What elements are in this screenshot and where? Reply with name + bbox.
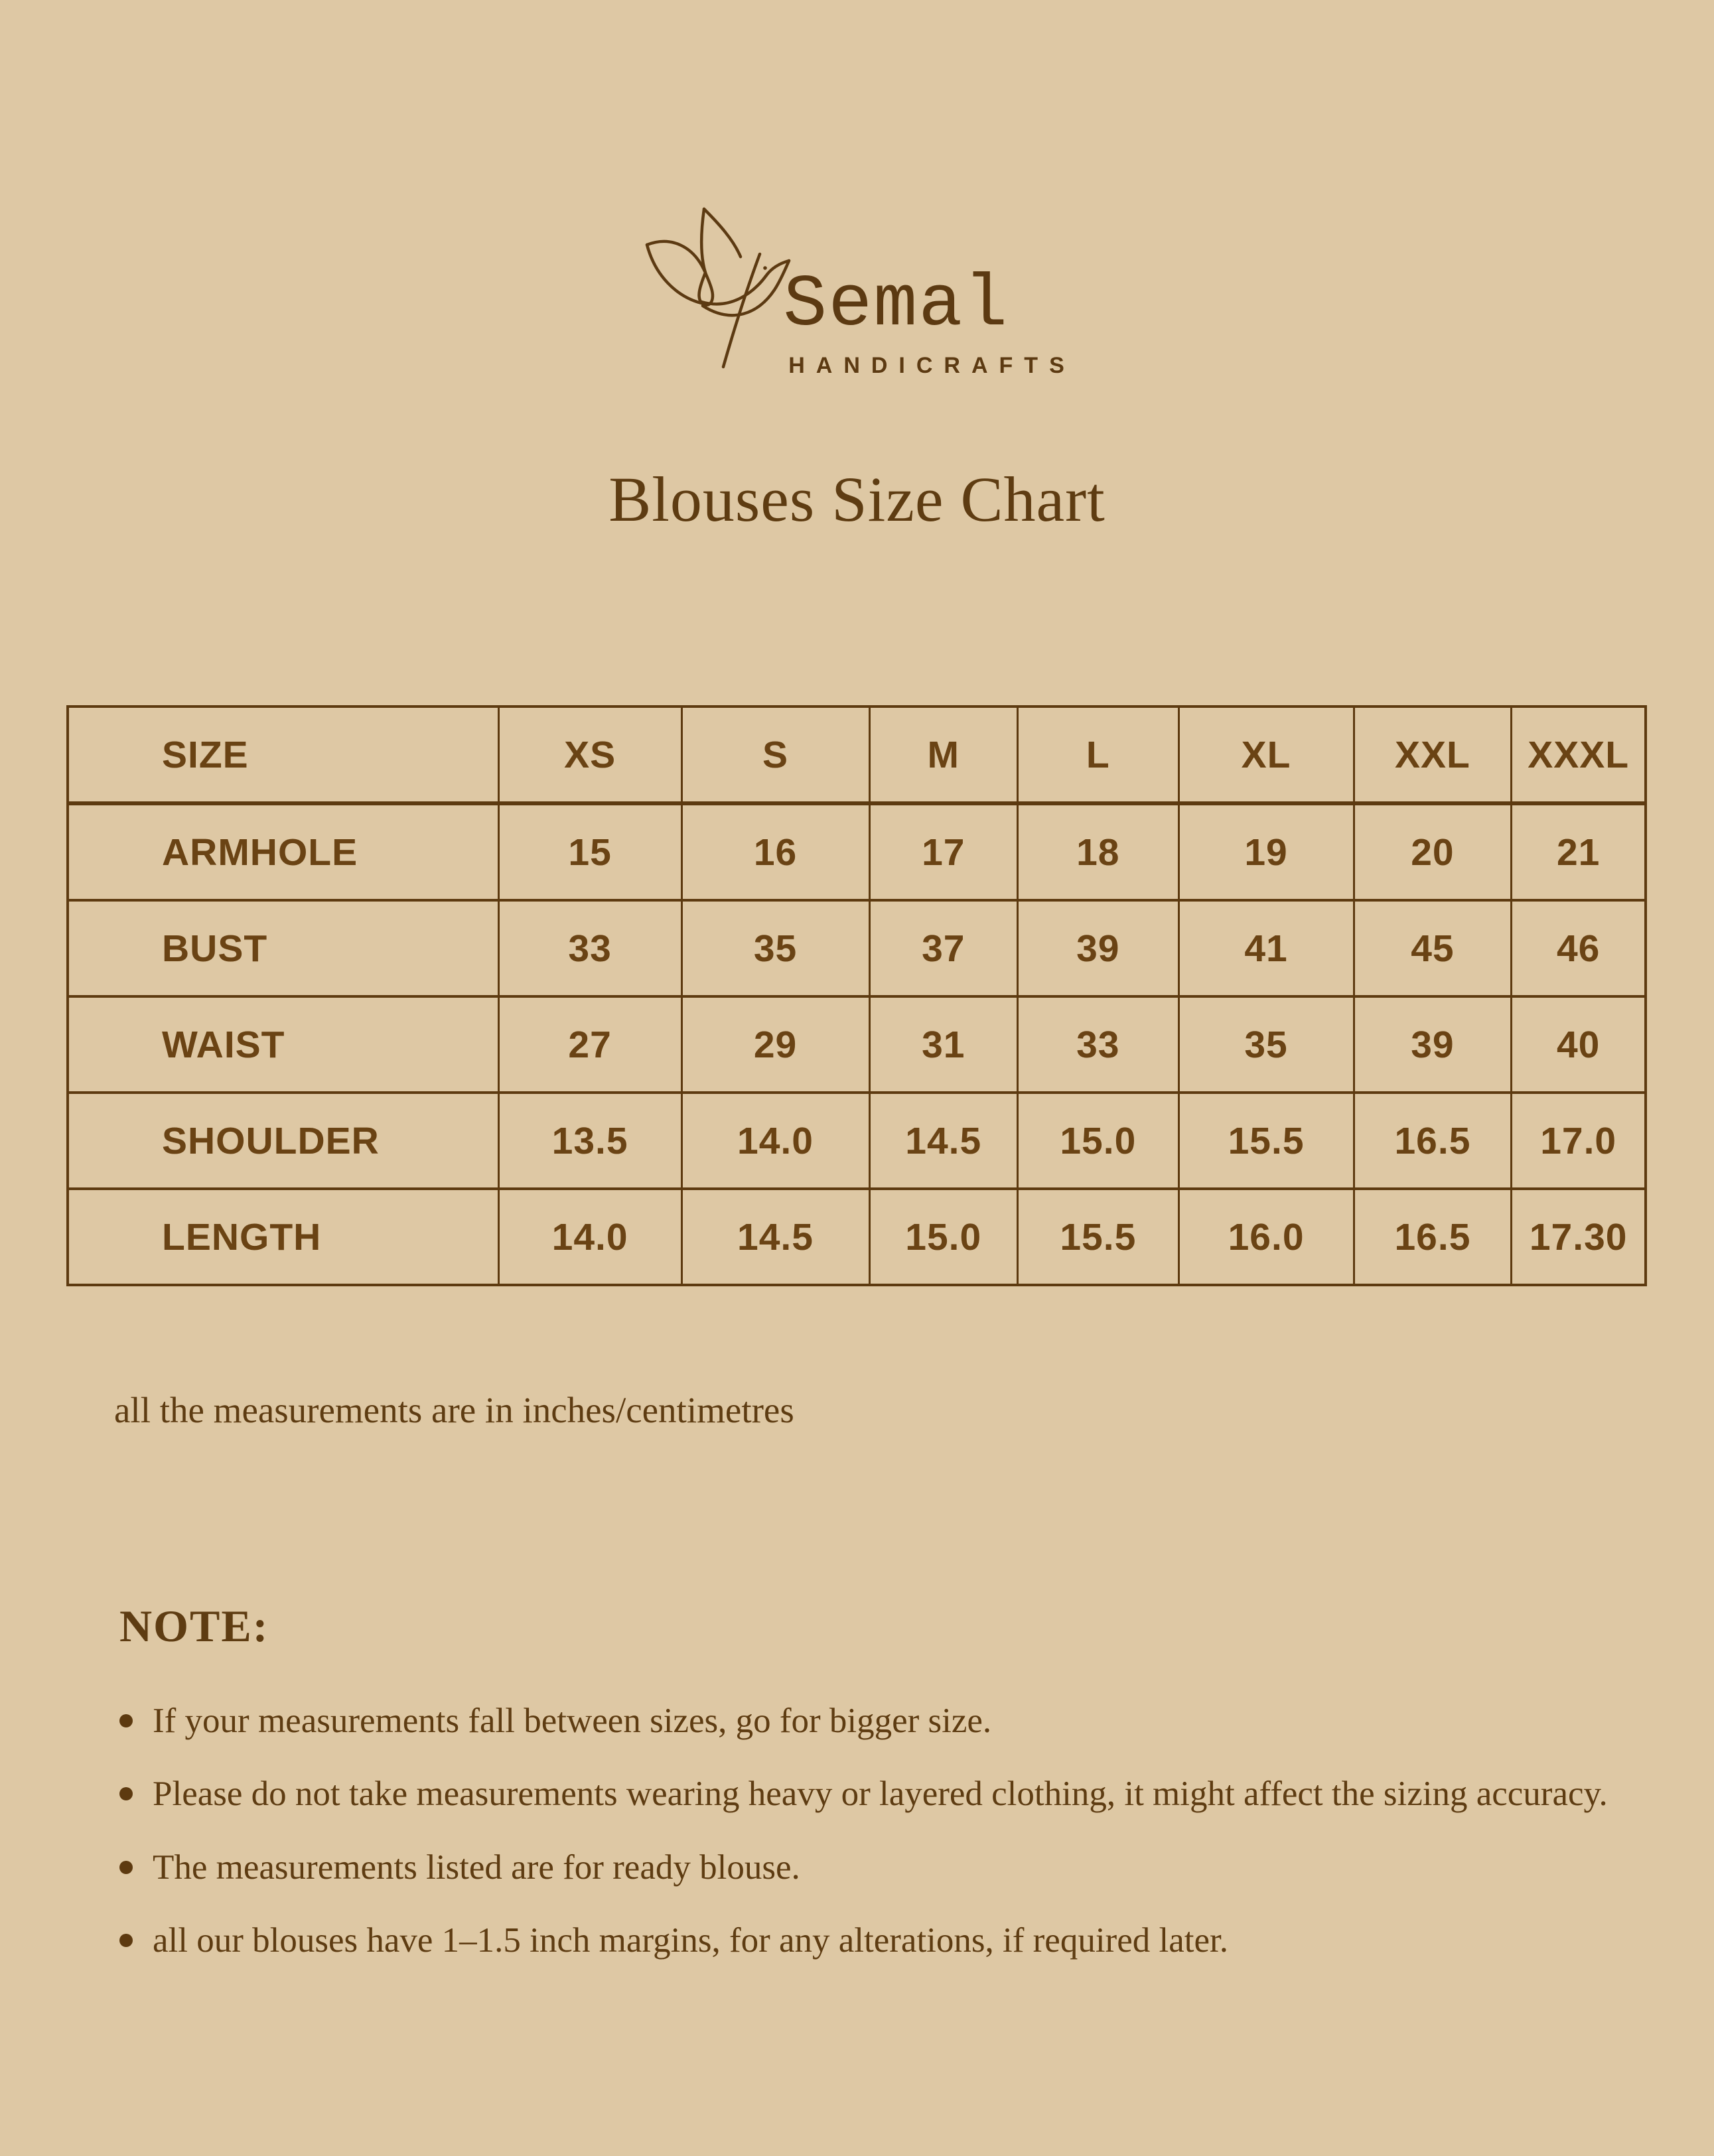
brand-text [783, 264, 1076, 379]
size-cell: 17.30 [1512, 1189, 1646, 1285]
bullet-dot-icon [119, 1861, 133, 1874]
column-header-l: L [1018, 707, 1179, 803]
row-label: LENGTH [68, 1189, 498, 1285]
brand-logo [0, 0, 1714, 378]
brand-name: Semal [783, 264, 1009, 347]
size-cell: 27 [498, 996, 681, 1093]
note-text: If your measurements fall between sizes, go for bigger size. [153, 1702, 992, 1740]
table-row-length [68, 1189, 1646, 1285]
size-cell: 13.5 [498, 1093, 681, 1189]
bullet-dot-icon [119, 1934, 133, 1947]
table-row-shoulder [68, 1093, 1646, 1189]
size-cell: 15 [498, 803, 681, 900]
size-cell: 14.5 [681, 1189, 869, 1285]
size-cell: 15.0 [1018, 1093, 1179, 1189]
size-chart-table [66, 705, 1647, 1286]
size-cell: 15.5 [1018, 1189, 1179, 1285]
row-label: WAIST [68, 996, 498, 1093]
size-cell: 19 [1178, 803, 1354, 900]
size-cell: 16.5 [1354, 1189, 1512, 1285]
size-cell: 31 [869, 996, 1018, 1093]
bird-flower-logo-icon [638, 202, 792, 370]
size-cell: 35 [681, 900, 869, 996]
table-row-armhole [68, 803, 1646, 900]
size-cell: 16 [681, 803, 869, 900]
size-cell: 39 [1354, 996, 1512, 1093]
size-cell: 15.0 [869, 1189, 1018, 1285]
column-header-xxl: XXL [1354, 707, 1512, 803]
size-cell: 29 [681, 996, 869, 1093]
table-row-waist [68, 996, 1646, 1093]
size-cell: 40 [1512, 996, 1646, 1093]
size-cell: 18 [1018, 803, 1179, 900]
note-text: The measurements listed are for ready blouse. [153, 1848, 800, 1887]
size-cell: 14.0 [681, 1093, 869, 1189]
note-item [119, 1846, 1714, 1889]
size-cell: 14.0 [498, 1189, 681, 1285]
brand-tagline: HANDICRAFTS [788, 353, 1076, 378]
bullet-dot-icon [119, 1714, 133, 1727]
note-item [119, 1772, 1714, 1816]
table-row-bust [68, 900, 1646, 996]
column-header-s: S [681, 707, 869, 803]
note-item [119, 1919, 1714, 1962]
size-cell: 17.0 [1512, 1093, 1646, 1189]
size-cell: 41 [1178, 900, 1354, 996]
size-cell: 21 [1512, 803, 1646, 900]
note-heading: NOTE: [119, 1601, 269, 1651]
column-header-xl: XL [1178, 707, 1354, 803]
size-cell: 33 [1018, 996, 1179, 1093]
note-text: Please do not take measurements wearing heavy or layered clothing, it might affect the sizing accuracy. [153, 1775, 1608, 1814]
size-cell: 15.5 [1178, 1093, 1354, 1189]
size-cell: 20 [1354, 803, 1512, 900]
note-item [119, 1699, 1714, 1743]
note-text: all our blouses have 1–1.5 inch margins, for any alterations, if required later. [153, 1920, 1228, 1960]
units-note: all the measurements are in inches/centimetres [114, 1390, 794, 1430]
size-cell: 16.5 [1354, 1093, 1512, 1189]
row-label: SHOULDER [68, 1093, 498, 1189]
size-cell: 37 [869, 900, 1018, 996]
size-cell: 45 [1354, 900, 1512, 996]
size-cell: 33 [498, 900, 681, 996]
column-header-xs: XS [498, 707, 681, 803]
size-cell: 46 [1512, 900, 1646, 996]
bullet-dot-icon [119, 1787, 133, 1800]
row-label: ARMHOLE [68, 803, 498, 900]
column-header-size: SIZE [68, 707, 498, 803]
note-list [119, 1699, 1714, 1962]
column-header-m: M [869, 707, 1018, 803]
header-row [68, 707, 1646, 803]
column-header-xxxl: XXXL [1512, 707, 1646, 803]
page-title: Blouses Size Chart [608, 464, 1106, 535]
size-cell: 39 [1018, 900, 1179, 996]
size-cell: 16.0 [1178, 1189, 1354, 1285]
size-cell: 17 [869, 803, 1018, 900]
row-label: BUST [68, 900, 498, 996]
size-cell: 14.5 [869, 1093, 1018, 1189]
size-cell: 35 [1178, 996, 1354, 1093]
